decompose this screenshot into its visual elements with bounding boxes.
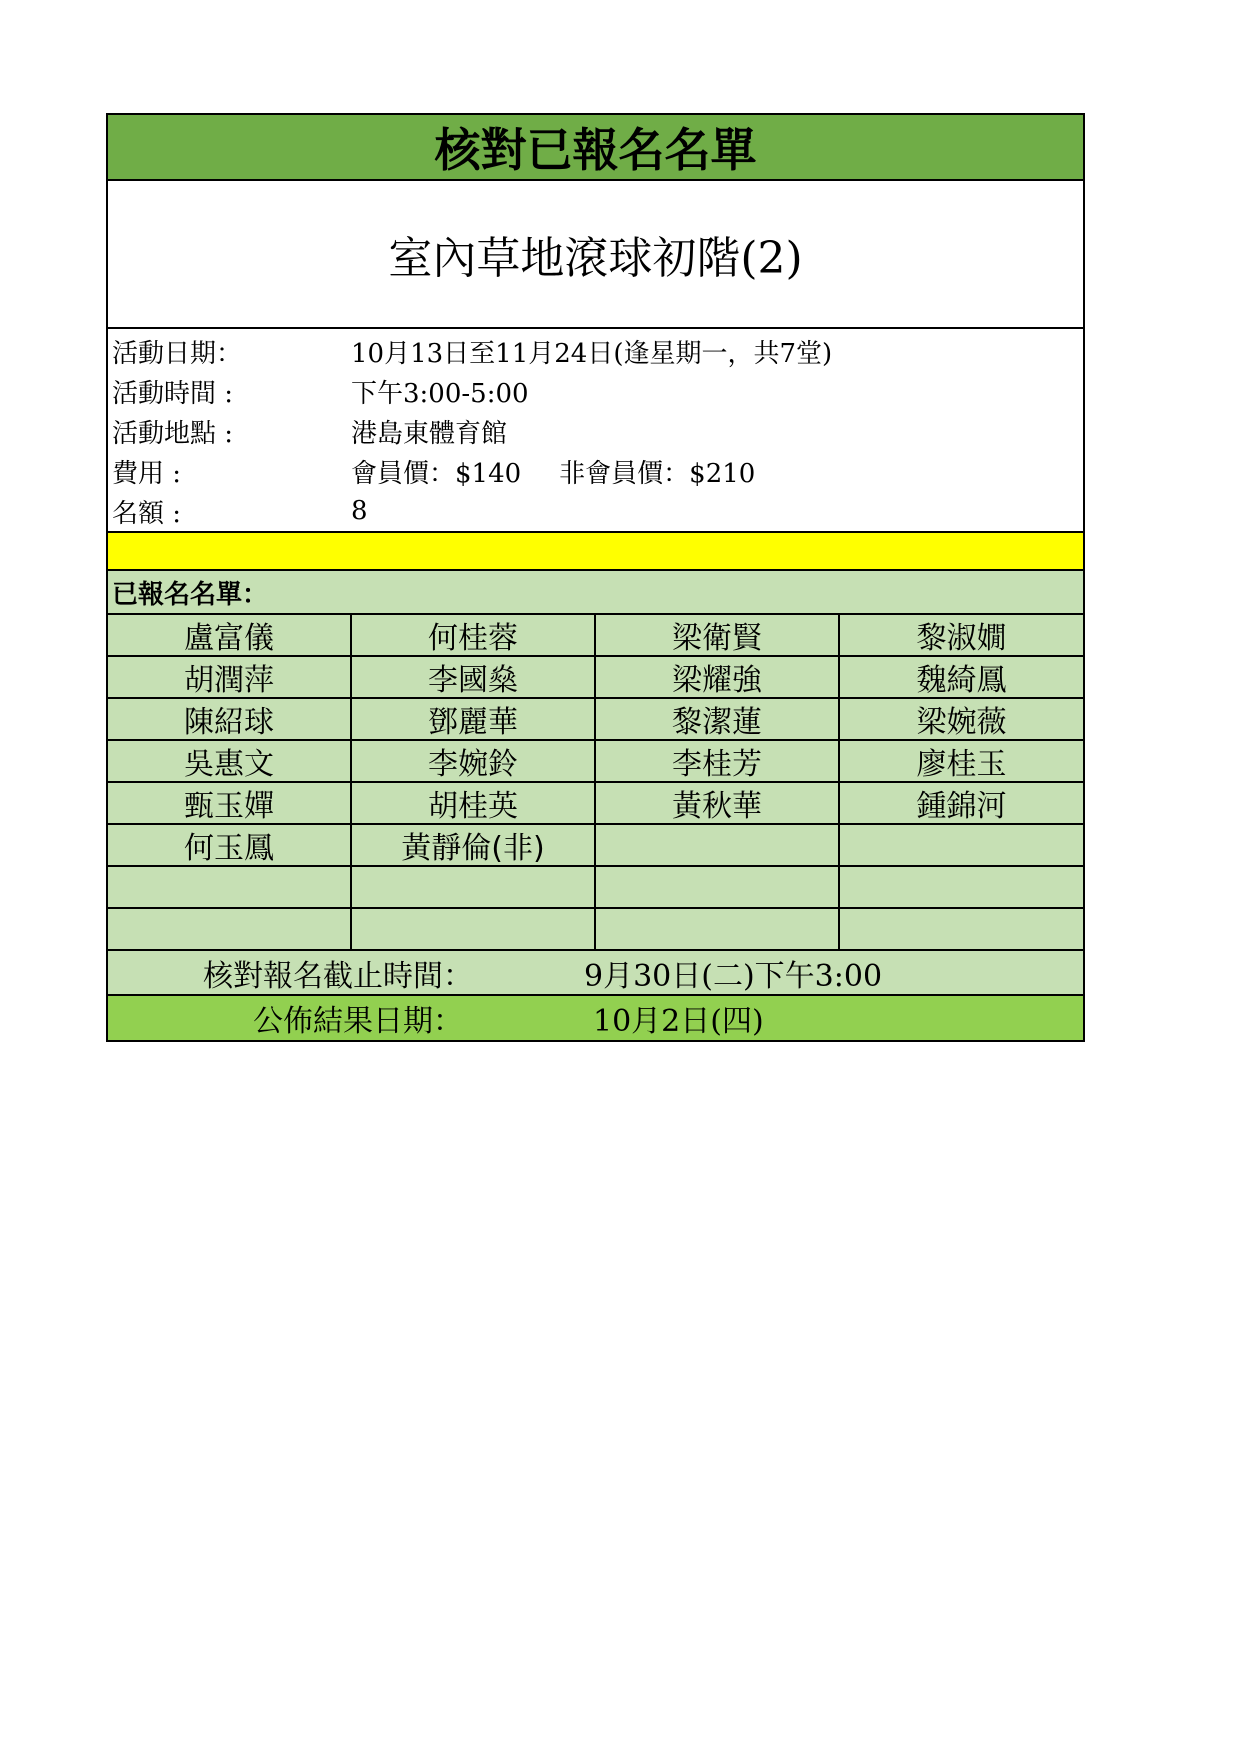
time-label: 活動時間 : (112, 378, 234, 409)
name-cell: 胡潤萍 (108, 657, 352, 699)
name-cell: 鄧麗華 (352, 699, 596, 741)
registered-names-grid (108, 615, 1083, 951)
highlight-bar (108, 533, 1083, 571)
info-row-quota (108, 491, 1083, 531)
result-date-label: 公佈結果日期： (253, 1004, 463, 1039)
registered-list-header: 已報名名單： (108, 571, 1083, 615)
date-value: 10月13日至11月24日(逢星期一，共7堂) (351, 338, 833, 369)
name-cell (108, 909, 352, 951)
date-label: 活動日期： (112, 338, 243, 369)
name-cell: 梁婉薇 (840, 699, 1083, 741)
name-cell: 梁耀強 (596, 657, 840, 699)
info-row-venue (108, 411, 1083, 451)
name-cell: 盧富儀 (108, 615, 352, 657)
name-cell: 黎淑嫺 (840, 615, 1083, 657)
result-date-value: 10月2日(四) (593, 1004, 764, 1039)
deadline-row (108, 951, 1083, 996)
name-cell: 魏綺鳳 (840, 657, 1083, 699)
name-cell (596, 909, 840, 951)
fee-member: 會員價：$140 (351, 458, 522, 489)
sheet-title: 核對已報名名單 (108, 115, 1083, 181)
name-cell: 廖桂玉 (840, 741, 1083, 783)
quota-label: 名額 : (112, 498, 182, 529)
name-cell (596, 867, 840, 909)
name-cell (840, 867, 1083, 909)
name-cell (352, 909, 596, 951)
registration-sheet (106, 113, 1085, 1042)
name-cell: 何桂蓉 (352, 615, 596, 657)
name-cell: 黎潔蓮 (596, 699, 840, 741)
venue-value: 港島東體育館 (351, 418, 508, 449)
quota-value: 8 (351, 496, 368, 526)
info-row-date (108, 331, 1083, 371)
fee-value (351, 453, 1083, 490)
name-cell: 甄玉嬋 (108, 783, 352, 825)
name-cell: 黃秋華 (596, 783, 840, 825)
name-cell: 鍾錦河 (840, 783, 1083, 825)
name-cell: 梁衛賢 (596, 615, 840, 657)
name-cell (108, 867, 352, 909)
fee-nonmember: 非會員價：$210 (559, 458, 756, 489)
time-value: 下午3:00-5:00 (351, 378, 529, 409)
result-date-row (108, 996, 1083, 1040)
deadline-label: 核對報名截止時間： (203, 958, 473, 994)
info-row-fee (108, 451, 1083, 491)
name-cell: 吳惠文 (108, 741, 352, 783)
name-cell: 李桂芳 (596, 741, 840, 783)
name-cell: 胡桂英 (352, 783, 596, 825)
venue-label: 活動地點 : (112, 418, 234, 449)
name-cell (596, 825, 840, 867)
name-cell: 陳紹球 (108, 699, 352, 741)
name-cell (840, 909, 1083, 951)
name-cell: 黃靜倫(非) (352, 825, 596, 867)
name-cell (352, 867, 596, 909)
deadline-value: 9月30日(二)下午3:00 (584, 958, 883, 994)
activity-info (108, 329, 1083, 533)
course-name: 室內草地滾球初階(2) (108, 181, 1083, 329)
name-cell: 何玉鳳 (108, 825, 352, 867)
name-cell: 李國燊 (352, 657, 596, 699)
info-row-time (108, 371, 1083, 411)
name-cell (840, 825, 1083, 867)
fee-label: 費用 : (112, 458, 182, 489)
name-cell: 李婉鈴 (352, 741, 596, 783)
